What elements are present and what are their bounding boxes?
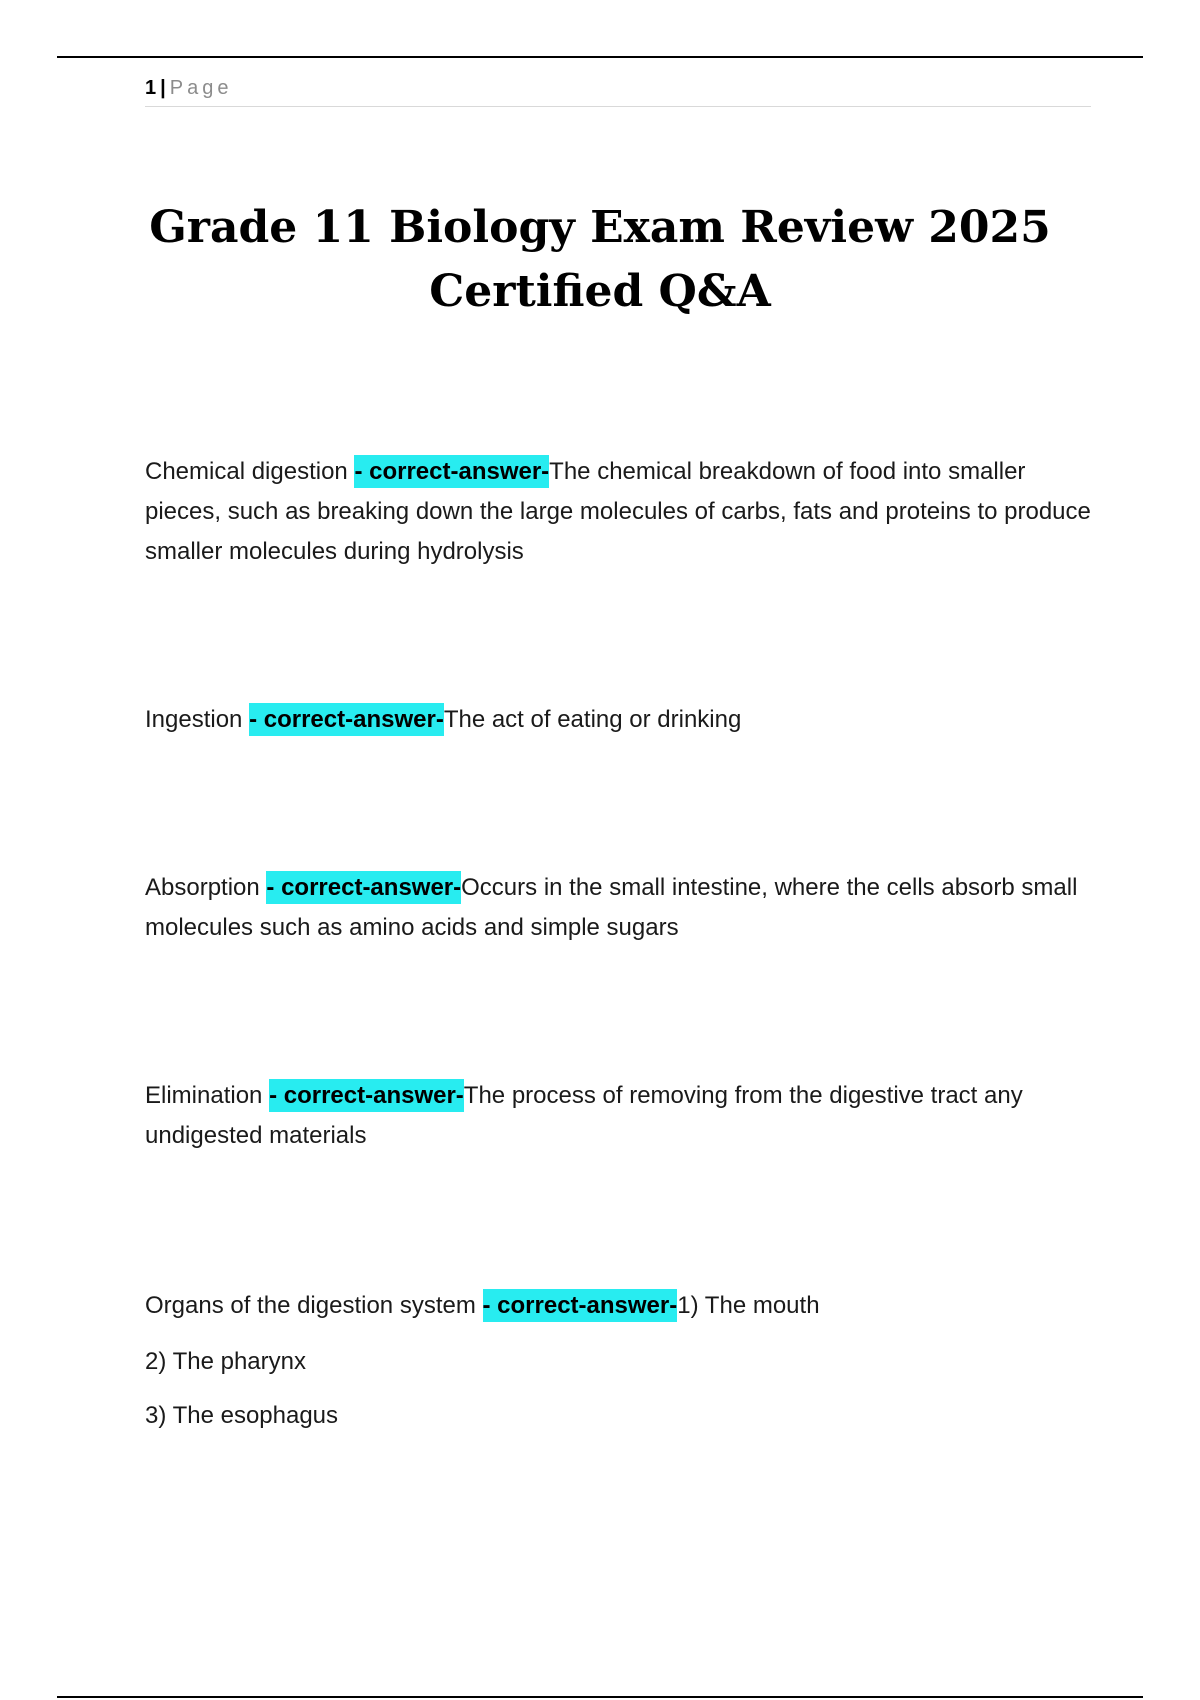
page-number: 1 xyxy=(145,77,157,99)
qa-item-absorption xyxy=(145,868,1095,948)
qa-term: Elimination xyxy=(145,1082,270,1109)
qa-answer: The process of removing from the digestive tract any undigested materials xyxy=(145,1082,1023,1149)
qa-answer: Occurs in the small intestine, where the cells absorb small molecules such as amino acids and simple sugars xyxy=(145,874,1078,941)
page-header xyxy=(145,74,1091,107)
correct-answer-marker: - correct-answer- xyxy=(266,871,461,904)
title-line-2: Certified Q&A xyxy=(429,266,771,317)
correct-answer-marker: - correct-answer- xyxy=(269,1079,464,1112)
qa-item-organs xyxy=(145,1286,1095,1326)
organ-list-item: 2) The pharynx xyxy=(145,1348,306,1375)
bottom-rule xyxy=(57,1696,1143,1698)
organ-list-item: 3) The esophagus xyxy=(145,1402,339,1429)
qa-term: Ingestion xyxy=(145,706,250,733)
page-label: Page xyxy=(169,77,233,99)
qa-answer: The chemical breakdown of food into smaller pieces, such as breaking down the large molecules of carbs, fats and proteins to produce smaller molecules during hydrolysis xyxy=(145,458,1091,565)
qa-term: Absorption xyxy=(145,874,267,901)
title-line-1: Grade 11 Biology Exam Review 2025 xyxy=(149,202,1051,253)
qa-answer: The act of eating or drinking xyxy=(443,706,742,733)
correct-answer-marker: - correct-answer- xyxy=(483,1289,678,1322)
page-separator: | xyxy=(160,77,166,99)
correct-answer-marker: - correct-answer- xyxy=(249,703,444,736)
qa-item-chemical-digestion xyxy=(145,452,1095,572)
top-rule xyxy=(57,56,1143,58)
correct-answer-marker: - correct-answer- xyxy=(354,455,549,488)
qa-item-elimination xyxy=(145,1076,1095,1156)
qa-term: Organs of the digestion system xyxy=(145,1292,483,1319)
qa-answer: 1) The mouth xyxy=(677,1292,820,1319)
document-title xyxy=(100,196,1100,324)
qa-term: Chemical digestion xyxy=(145,458,355,485)
qa-item-ingestion xyxy=(145,700,1095,740)
